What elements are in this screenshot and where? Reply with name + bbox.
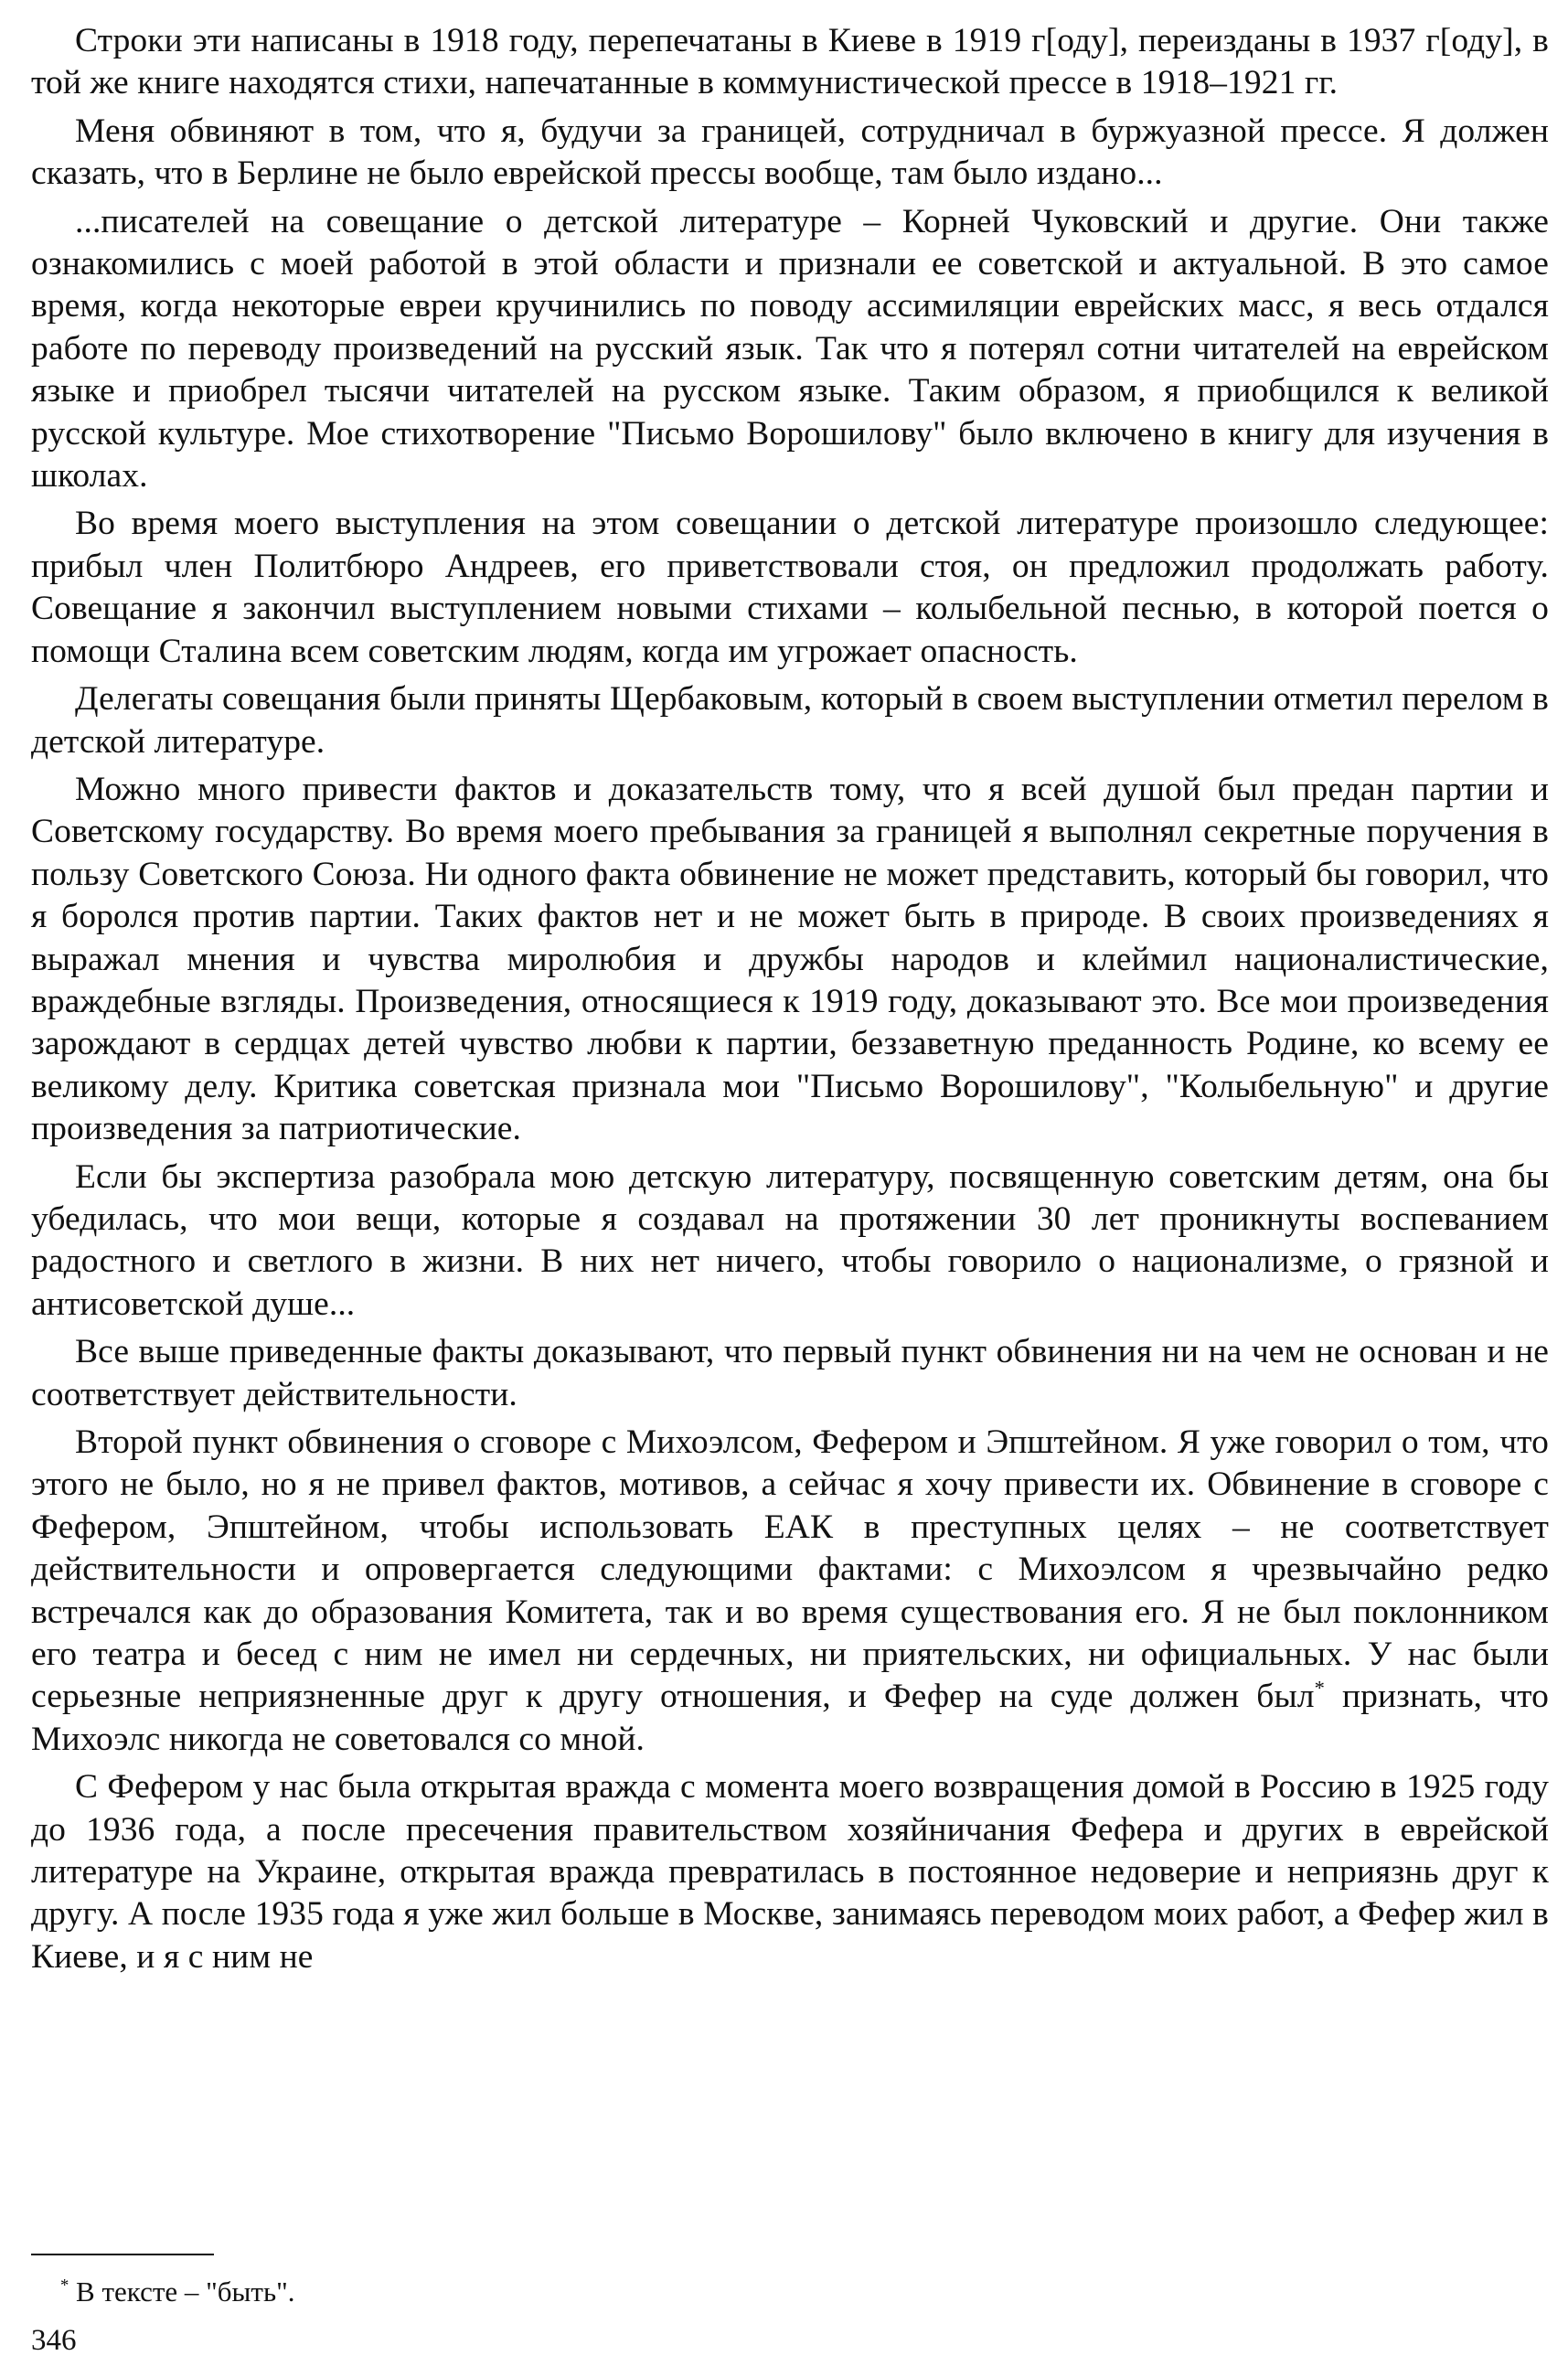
footnote xyxy=(60,2275,294,2309)
document-body xyxy=(31,20,1549,1984)
footnote-marker: * xyxy=(60,2276,69,2296)
footnote-reference: * xyxy=(1314,1676,1325,1700)
footnote-divider xyxy=(31,2254,214,2255)
paragraph-1: Строки эти написаны в 1918 году, перепечатаны в Киеве в 1919 г[оду], переизданы в 1937 г[оду], в той же книге находятся стихи, напечатанные в коммунистической прессе в 1918–1921 гг. xyxy=(31,22,1549,102)
paragraph-9-text: Второй пункт обвинения о сговоре с Михоэлсом, Фефером и Эпштейном. Я уже говорил о том, что этого не было, но я не привел фактов, мотивов, а сейчас я хочу привести их. Обвинение в сговоре с Фефером, Эпштейном, чтобы использовать ЕАК в преступных целях – не соответствует действительности и опровергается следующими фактами: с Михоэлсом я чрезвычайно редко встречался как до образования Комитета, так и во время существования его. Я не был поклонником его театра и бесед с ним не имел ни сердечных, ни приятельских, ни официальных. У нас были серьезные неприязненные друг к другу отношения, и Фефер на суде должен был xyxy=(31,1423,1549,1716)
paragraph-10: С Фефером у нас была открытая вражда с момента моего возвращения домой в Россию в 1925 году до 1936 года, а после пресечения правительством хозяйничания Фефера и других в еврейской литературе на Украине, открытая вражда превратилась в постоянное недоверие и неприязнь друг к другу. А после 1935 года я уже жил больше в Москве, занимаясь переводом моих работ, а Фефер жил в Киеве, и я с ним не xyxy=(31,1768,1549,1976)
paragraph-3: ...писателей на совещание о детской литературе – Корней Чуковский и другие. Они также ознакомились с моей работой в этой области и признали ее советской и актуальной. В это самое время, когда некоторые евреи кручинились по поводу ассимиляции еврейских масс, я весь отдался работе по переводу произведений на русский язык. Так что я потерял сотни читателей на еврейском языке и приобрел тысячи читателей на русском языке. Таким образом, я приобщился к великой русской культуре. Мое стихотворение "Письмо Ворошилову" было включено в книгу для изучения в школах. xyxy=(31,202,1549,496)
paragraph-8: Все выше приведенные факты доказывают, что первый пункт обвинения ни на чем не основан и не соответствует действительности. xyxy=(31,1333,1549,1413)
paragraph-4: Во время моего выступления на этом совещании о детской литературе произошло следующее: прибыл член Политбюро Андреев, его приветствовали стоя, он предложил продолжать работу. Совещание я закончил выступлением новыми стихами – колыбельной песнью, в которой поется о помощи Сталина всем советским людям, когда им угрожает опасность. xyxy=(31,505,1549,670)
paragraph-5: Делегаты совещания были приняты Щербаковым, который в своем выступлении отметил перелом в детской литературе. xyxy=(31,680,1549,761)
footnote-text: В тексте – "быть". xyxy=(76,2276,295,2308)
paragraph-6: Можно много привести фактов и доказательств тому, что я всей душой был предан партии и Советскому государству. Во время моего пребывания за границей я выполнял секретные поручения в пользу Советского Союза. Ни одного факта обвинение не может представить, который бы говорил, что я боролся против партии. Таких фактов нет и не может быть в природе. В своих произведениях я выражал мнения и чувства миролюбия и дружбы народов и клеймил националистические, враждебные взгляды. Произведения, относящиеся к 1919 году, доказывают это. Все мои произведения зарождают в сердцах детей чувство любви к партии, беззаветную преданность Родине, ко всему ее великому делу. Критика советская признала мои "Письмо Ворошилову", "Колыбельную" и другие произведения за патриотические. xyxy=(31,770,1549,1148)
paragraph-7: Если бы экспертиза разобрала мою детскую литературу, посвященную советским детям, она бы убедилась, что мои вещи, которые я создавал на протяжении 30 лет проникнуты воспеванием радостного и светлого в жизни. В них нет ничего, чтобы говорило о национализме, о грязной и антисоветской душе... xyxy=(31,1157,1549,1323)
paragraph-2: Меня обвиняют в том, что я, будучи за границей, сотрудничал в буржуазной прессе. Я должен сказать, что в Берлине не было еврейской прессы вообще, там было издано... xyxy=(31,112,1549,193)
paragraph-9-tail: признать, что Михоэлс никогда не советовался со мной. xyxy=(31,1678,1549,1758)
paragraph-9 xyxy=(31,1422,1549,1761)
page-number: 346 xyxy=(31,2324,77,2357)
